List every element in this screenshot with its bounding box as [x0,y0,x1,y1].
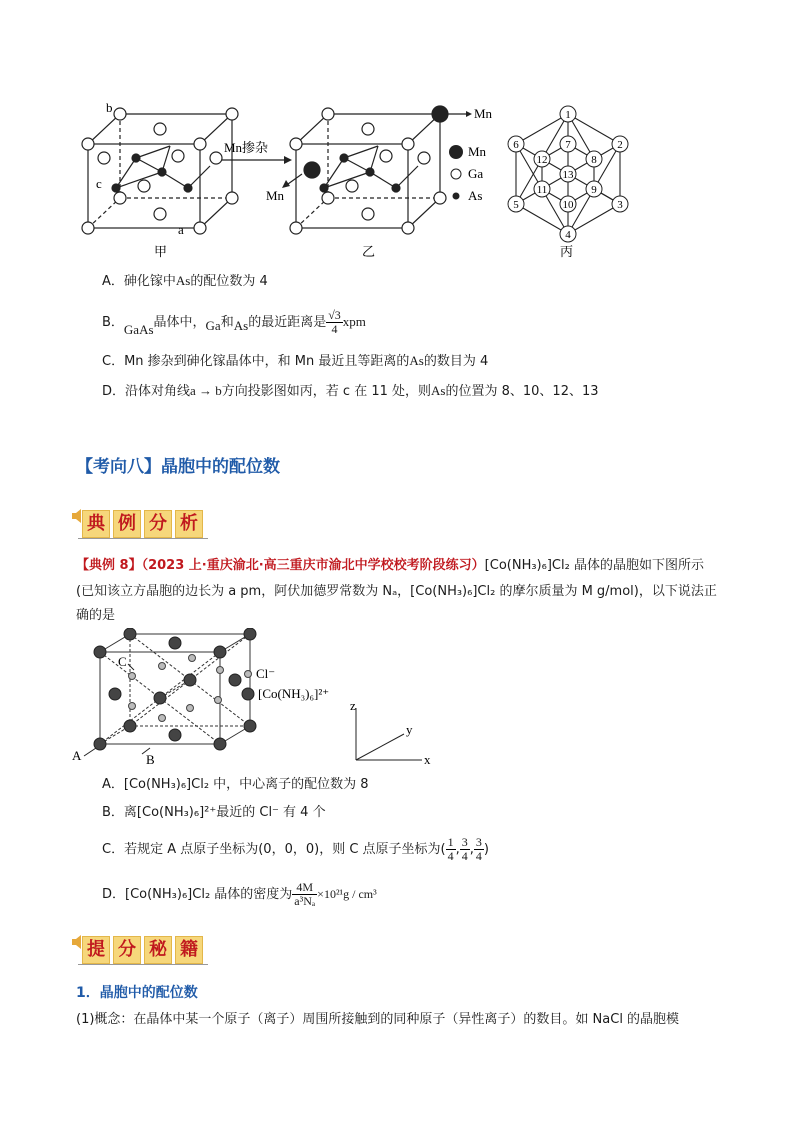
q7-option-c[interactable]: C．Mn 掺杂到砷化镓晶体中，和 Mn 最近且等距离的As的数目为 4 [102,353,489,369]
crystal-figure-2 [72,628,452,770]
svg-text:13: 13 [562,169,574,181]
legend-cl: Cl⁻ [256,666,276,681]
svg-text:11: 11 [536,184,548,196]
label-b: b [106,100,113,115]
q8-option-a[interactable]: A．[Co(NH₃)₆]Cl₂ 中，中心离子的配位数为 8 [102,777,369,792]
example-line-2: (已知该立方晶胞的边长为 a pm，阿伏加德罗常数为 Nₐ，[Co(NH₃)₆]Cl₂ 的摩尔质量为 M g/mol)，以下说法正 [76,584,717,599]
svg-text:2: 2 [617,139,623,151]
q7-option-a[interactable]: A．砷化镓中As的配位数为 4 [102,273,268,289]
mn-top-label: Mn [474,106,493,121]
svg-text:9: 9 [591,184,597,196]
legend-as: As [468,188,483,203]
example-source: （2023 上·重庆渝北·高三重庆市渝北中学校校考阶段练习） [141,558,485,573]
example-line-1: 【典例 8】（2023 上·重庆渝北·高三重庆市渝北中学校校考阶段练习）[Co(NH₃)₆]Cl₂ 晶体的晶胞如下图所示 [76,558,704,573]
atoms-yi [290,106,448,234]
legend-mn: Mn [468,144,487,159]
arrow-label: Mn掺杂 [224,140,269,155]
svg-text:10: 10 [562,199,574,211]
banner-example-analysis: 典 例 分 析 [70,508,220,540]
label-a: a [178,222,184,237]
concept-paragraph: (1)概念：在晶体中某一个原子（离子）周围所接触到的同种原子（异性离子）的数目。如 NaCl 的晶胞模 [76,1012,680,1027]
axis-x: x [424,752,431,767]
legend-ga: Ga [468,166,484,181]
svg-text:4: 4 [565,229,571,241]
section-heading: 【考向八】晶胞中的配位数 [76,457,280,477]
svg-text:5: 5 [513,199,519,211]
svg-text:8: 8 [591,154,597,166]
label-c: c [96,176,102,191]
example-tag: 【典例 8】 [76,558,142,573]
label-B: B [146,752,155,767]
mn-left-label: Mn [266,188,285,203]
legend-co: [Co(NH₃)₆]²⁺ [258,686,330,701]
example-line-3: 确的是 [76,608,116,623]
axis-y: y [406,722,413,737]
caption-yi: 乙 [362,244,376,259]
crystal-figure-1 [70,96,630,260]
banner-tips: 提 分 秘 籍 [70,934,220,966]
svg-text:6: 6 [513,139,519,151]
q8-option-c[interactable]: C．若规定 A 点原子坐标为(0，0，0)，则 C 点原子坐标为( $\frac{1}{4}$ , $\frac{3}{4}$ , $\frac{3}{4}$ ) [102,835,489,863]
q7-option-d[interactable]: D．沿体对角线a → b方向投影图如丙，若 c 在 11 处，则As的位置为 8、10、12、13 [102,383,599,399]
label-A: A [72,748,82,763]
legend-mn-dot [449,145,463,159]
q8-option-b[interactable]: B．离[Co(NH₃)₆]²⁺最近的 Cl⁻ 有 4 个 [102,805,326,820]
svg-text:1: 1 [565,109,571,121]
legend-ga-dot [451,169,461,179]
caption-jia: 甲 [154,244,168,259]
svg-text:7: 7 [565,139,571,151]
svg-text:3: 3 [617,199,623,211]
svg-text:12: 12 [536,154,548,166]
legend-as-dot [453,193,460,200]
q7-option-b[interactable]: B．GaAs晶体中，Ga和As的最近距离是 $\frac{√3}{4}$ xpm [102,308,366,337]
label-C: C [118,654,127,669]
subheading: 1．晶胞中的配位数 [76,985,198,1001]
axis-z: z [350,698,356,713]
caption-bing: 丙 [560,244,574,259]
legend-co-dot [242,688,254,700]
q8-option-d[interactable]: D．[Co(NH₃)₆]Cl₂ 晶体的密度为 $\frac{4M}{\text{a³Nₐ}}$ ×10²¹g / cm³ [102,880,377,908]
legend-cl-dot [245,671,252,678]
